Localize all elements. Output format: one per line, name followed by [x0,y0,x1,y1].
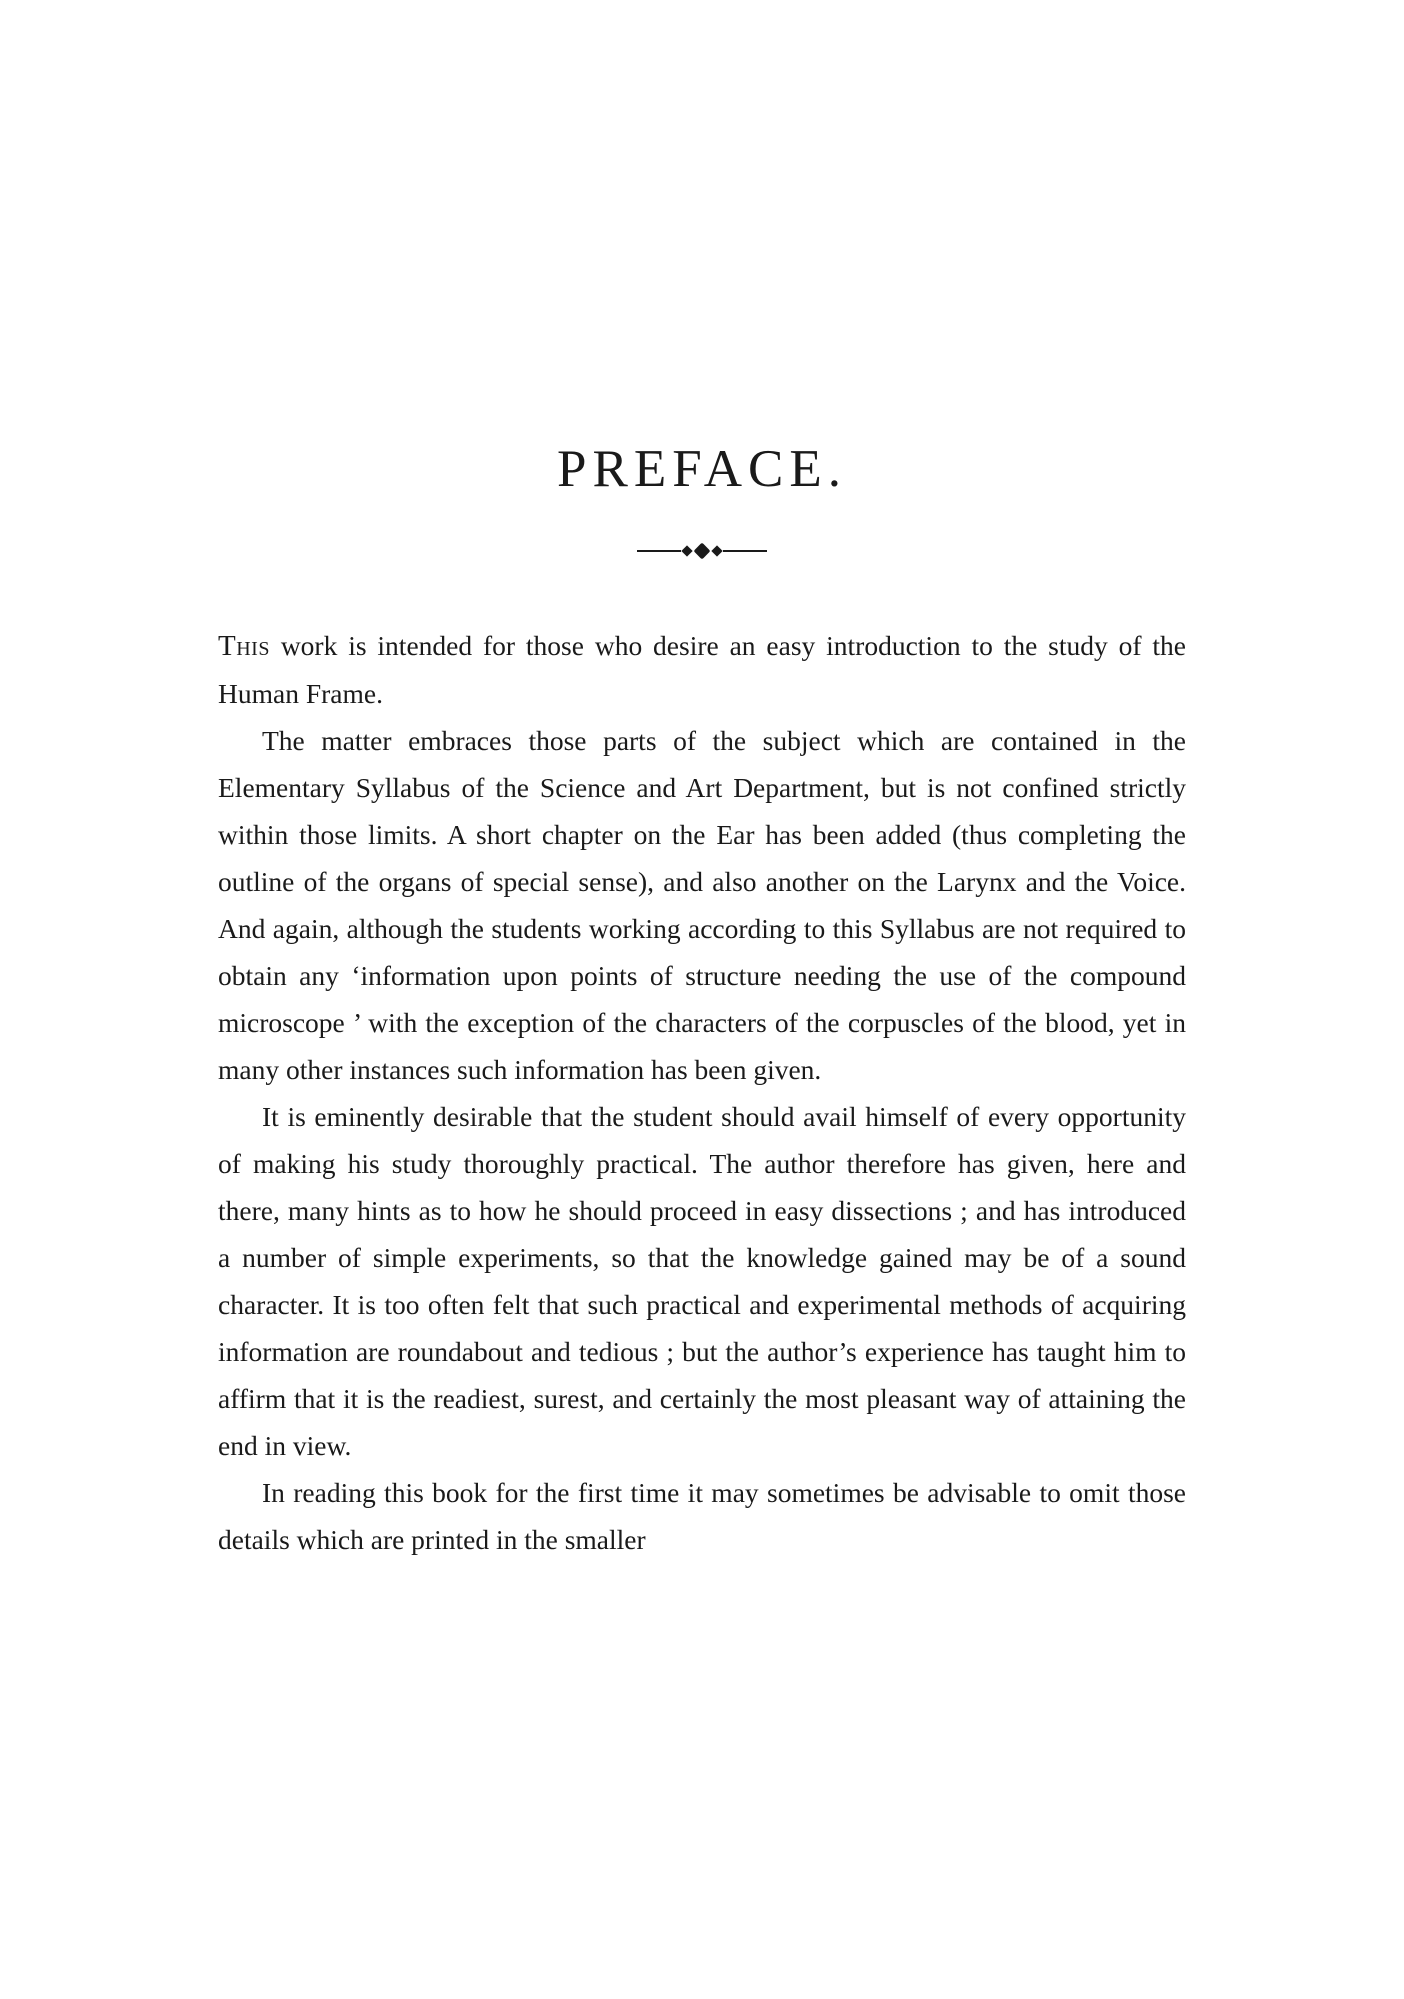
paragraph-text: work is intended for those who desire an easy introduction to the study of the Human Frame. [218,630,1186,710]
paragraph-text: In reading this book for the first time it may sometimes be advisable to omit those details which are printed in the smaller [218,1477,1186,1556]
paragraph-text: The matter embraces those parts of the subject which are contained in the Elementary Syllabus of the Science and Art Department, but is not confined strictly within those limits. A short chapter on the Ear has been added (thus completing the outline of the organs of special sense), and also another on the Larynx and the Voice. And again, although the students working according to this Syllabus are not required to obtain any ‘information upon points of structure needing the use of the compound microscope ’ with the exception of the characters of the corpuscles of the blood, yet in many other instances such information has been given. [218,725,1186,1086]
paragraph [218,717,1186,1093]
ornament-lozenge-left [681,546,692,557]
paragraph [218,1093,1186,1469]
paragraph [218,622,1186,717]
ornament-rule-right [723,550,767,552]
ornament-rule-left [637,550,681,552]
ornament-diamond-center [694,543,711,560]
page-content [218,440,1186,1563]
paragraph-lead-smallcaps: This [218,630,270,663]
diamond-rule-ornament-icon [637,544,767,558]
ornament-lozenge-right [711,546,722,557]
paragraph-text: It is eminently desirable that the student should avail himself of every opportunity of making his study thoroughly practical. The author therefore has given, here and there, many hints as to how he should proceed in easy dissections ; and has introduced a number of simple experiments, so that the knowledge gained may be of a sound character. It is too often felt that such practical and experimental methods of acquiring information are roundabout and tedious ; but the author’s experience has taught him to affirm that it is the readiest, surest, and certainly the most pleasant way of attaining the end in view. [218,1101,1186,1462]
paragraph [218,1469,1186,1563]
page-title: PREFACE. [557,440,847,498]
preface-body [218,622,1186,1563]
